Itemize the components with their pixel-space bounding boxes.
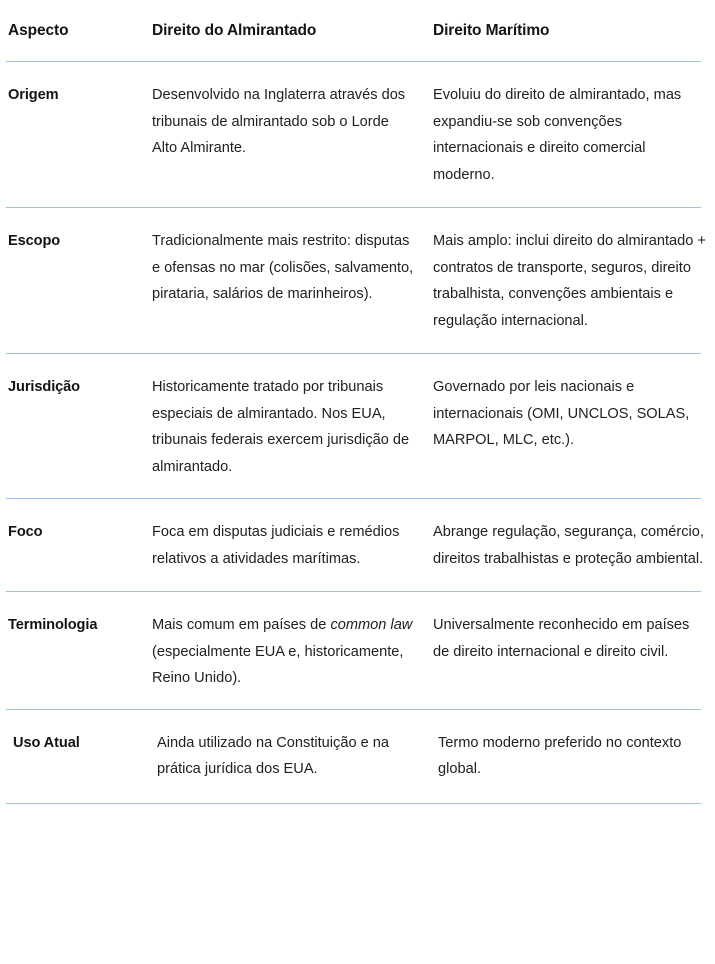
cell-escopo-almirantado: Tradicionalmente mais restrito: disputas e ofensas no mar (colisões, salvamento, pirataria, salários de marinheiros).: [152, 233, 414, 302]
cell-terminologia-almirantado: [152, 612, 433, 692]
table-row: [0, 62, 715, 207]
column-header-direito-do-almirantado: Direito do Almirantado: [152, 22, 317, 39]
cell-jurisdicao-almirantado: Historicamente tratado por tribunais especiais de almirantado. Nos EUA, tribunais federais exercem jurisdição de almirantado.: [152, 379, 410, 475]
plain-text: Mais comum em países de: [152, 617, 331, 633]
cell-terminologia-maritimo: Universalmente reconhecido em países de direito internacional e direito civil.: [433, 617, 690, 660]
cell-jurisdicao-maritimo: Governado por leis nacionais e internacionais (OMI, UNCLOS, SOLAS, MARPOL, MLC, etc.).: [433, 379, 690, 448]
cell-uso-atual-maritimo: Termo moderno preferido no contexto global.: [438, 734, 682, 777]
row-label-origem: Origem: [8, 87, 59, 103]
table-row: [0, 592, 715, 709]
table-row: [0, 354, 715, 498]
row-label-escopo: Escopo: [8, 233, 61, 249]
table-row: [0, 499, 715, 591]
row-label-jurisdicao: Jurisdição: [8, 379, 80, 395]
plain-text: (especialmente EUA e, historicamente, Reino Unido).: [152, 643, 404, 686]
cell-origem-almirantado: Desenvolvido na Inglaterra através dos tribunais de almirantado sob o Lorde Alto Almirante.: [152, 87, 406, 156]
cell-foco-maritimo: Abrange regulação, segurança, comércio, direitos trabalhistas e proteção ambiental.: [433, 524, 704, 567]
row-divider: [6, 803, 701, 804]
row-label-foco: Foco: [8, 524, 43, 540]
row-label-terminologia: Terminologia: [8, 617, 98, 633]
table-header-row: [0, 0, 715, 61]
cell-escopo-maritimo: Mais amplo: inclui direito do almirantado + contratos de transporte, seguros, direito trabalhista, convenções ambientais e regulação internacional.: [433, 233, 706, 329]
table-row: [0, 208, 715, 353]
row-label-uso-atual: Uso Atual: [13, 734, 80, 751]
column-header-direito-maritimo: Direito Marítimo: [433, 22, 550, 39]
emphasis-text: common law: [330, 617, 413, 633]
column-header-aspecto: Aspecto: [8, 22, 69, 39]
cell-uso-atual-almirantado: Ainda utilizado na Constituição e na prática jurídica dos EUA.: [157, 734, 390, 777]
cell-foco-almirantado: Foca em disputas judiciais e remédios relativos a atividades marítimas.: [152, 524, 400, 567]
table-row: [0, 710, 715, 803]
cell-origem-maritimo: Evoluiu do direito de almirantado, mas expandiu-se sob convenções internacionais e direito comercial moderno.: [433, 87, 682, 183]
